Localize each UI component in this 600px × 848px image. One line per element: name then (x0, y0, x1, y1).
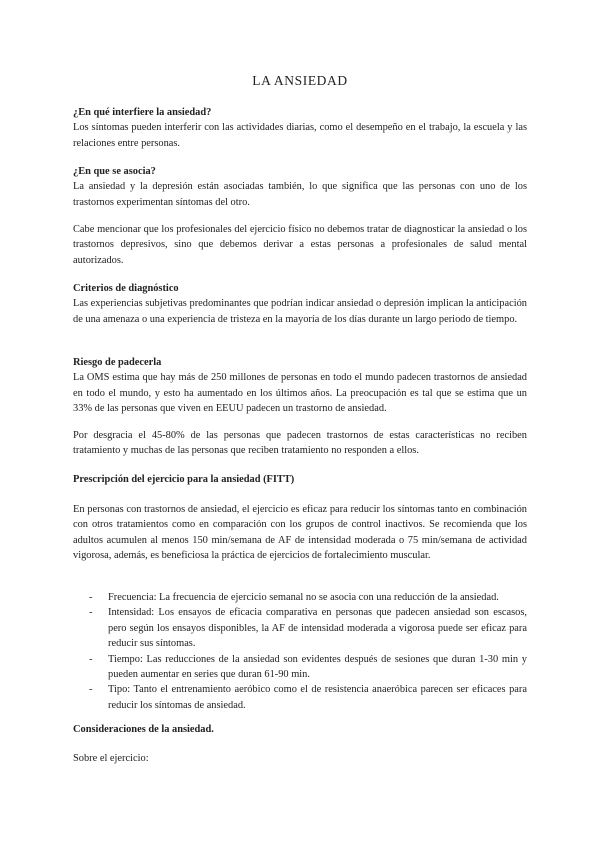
section-paragraph: Las experiencias subjetivas predominantes que podrían indicar ansiedad o depresión implican la anticipación de una amenaza o una experiencia de tristeza en la mayoría de los días durante un largo periodo de tiempo. (73, 298, 527, 325)
section-fitt-heading (73, 472, 527, 487)
section-risk-note (73, 428, 527, 459)
section-considerations-heading (73, 722, 527, 737)
section-heading: Criterios de diagnóstico (73, 283, 179, 294)
list-item (73, 590, 527, 605)
section-heading: Consideraciones de la ansiedad. (73, 724, 214, 735)
list-item (73, 605, 527, 651)
section-fitt-intro (73, 502, 527, 564)
section-paragraph: La ansiedad y la depresión están asociadas también, lo que significa que las personas con uno de los trastornos experimentan síntomas del otro. (73, 181, 527, 208)
section-considerations-text (73, 751, 527, 766)
bullet-marker: - (89, 607, 93, 619)
list-item-text: Intensidad: Los ensayos de eficacia comparativa en personas que padecen ansiedad son escasos, pero según los ensayos disponibles, la AF de intensidad moderada a vigorosa puede ser eficaz para reducir sus síntomas. (108, 607, 527, 650)
section-association (73, 164, 527, 210)
list-item-text: Tipo: Tanto el entrenamiento aeróbico como el de resistencia anaeróbica parecen ser eficaces para reducir los síntomas de ansiedad. (108, 684, 527, 711)
section-association-note (73, 222, 527, 268)
section-paragraph: Sobre el ejercicio: (73, 753, 149, 764)
section-paragraph: Por desgracia el 45-80% de las personas que padecen trastornos de estas características no reciben tratamiento y muchas de las personas que reciben tratamiento no responden a ellos. (73, 430, 527, 457)
section-diagnosis (73, 281, 527, 327)
section-heading: ¿En qué interfiere la ansiedad? (73, 107, 212, 118)
section-risk (73, 355, 527, 417)
section-paragraph: La OMS estima que hay más de 250 millones de personas en todo el mundo padecen trastornos de ansiedad en todo el mundo, y esto ha aumentado en los últimos años. La preocupación es tal que se estima que un 33% de las personas que viven en EEUU padecen un trastorno de ansiedad. (73, 372, 527, 415)
section-heading: ¿En que se asocia? (73, 166, 156, 177)
section-interference (73, 105, 527, 151)
section-paragraph: Cabe mencionar que los profesionales del ejercicio físico no debemos tratar de diagnosticar la ansiedad o los trastornos depresivos, sino que debemos derivar a estas personas a profesionales de salud mental autorizados. (73, 224, 527, 266)
list-item (73, 652, 527, 683)
section-paragraph: Los síntomas pueden interferir con las actividades diarias, como el desempeño en el trabajo, la escuela y las relaciones entre personas. (73, 122, 527, 149)
list-item-text: Tiempo: Las reducciones de la ansiedad son evidentes después de sesiones que duran 1-30 min y pueden aumentar en series que duran 61-90 min. (108, 653, 527, 681)
section-paragraph: En personas con trastornos de ansiedad, el ejercicio es eficaz para reducir los síntomas tanto en combinación con otros tratamientos como en comparación con los grupos de control inactivos. Se recomienda que los adultos acumulen al menos 150 min/semana de AF de intensidad moderada o 75 min/semana de actividad vigorosa, además, es beneficiosa la práctica de ejercicios de fortalecimiento muscular. (73, 504, 527, 562)
list-item-text: Frecuencia: La frecuencia de ejercicio semanal no se asocia con una reducción de la ansiedad. (108, 592, 499, 603)
fitt-list (73, 590, 527, 713)
page-title: LA ANSIEDAD (252, 73, 348, 88)
bullet-marker: - (89, 592, 93, 603)
section-heading: Prescripción del ejercicio para la ansiedad (FITT) (73, 474, 295, 485)
section-heading: Riesgo de padecerla (73, 357, 162, 368)
list-item (73, 682, 527, 713)
bullet-marker: - (89, 653, 93, 665)
bullet-marker: - (89, 684, 93, 696)
